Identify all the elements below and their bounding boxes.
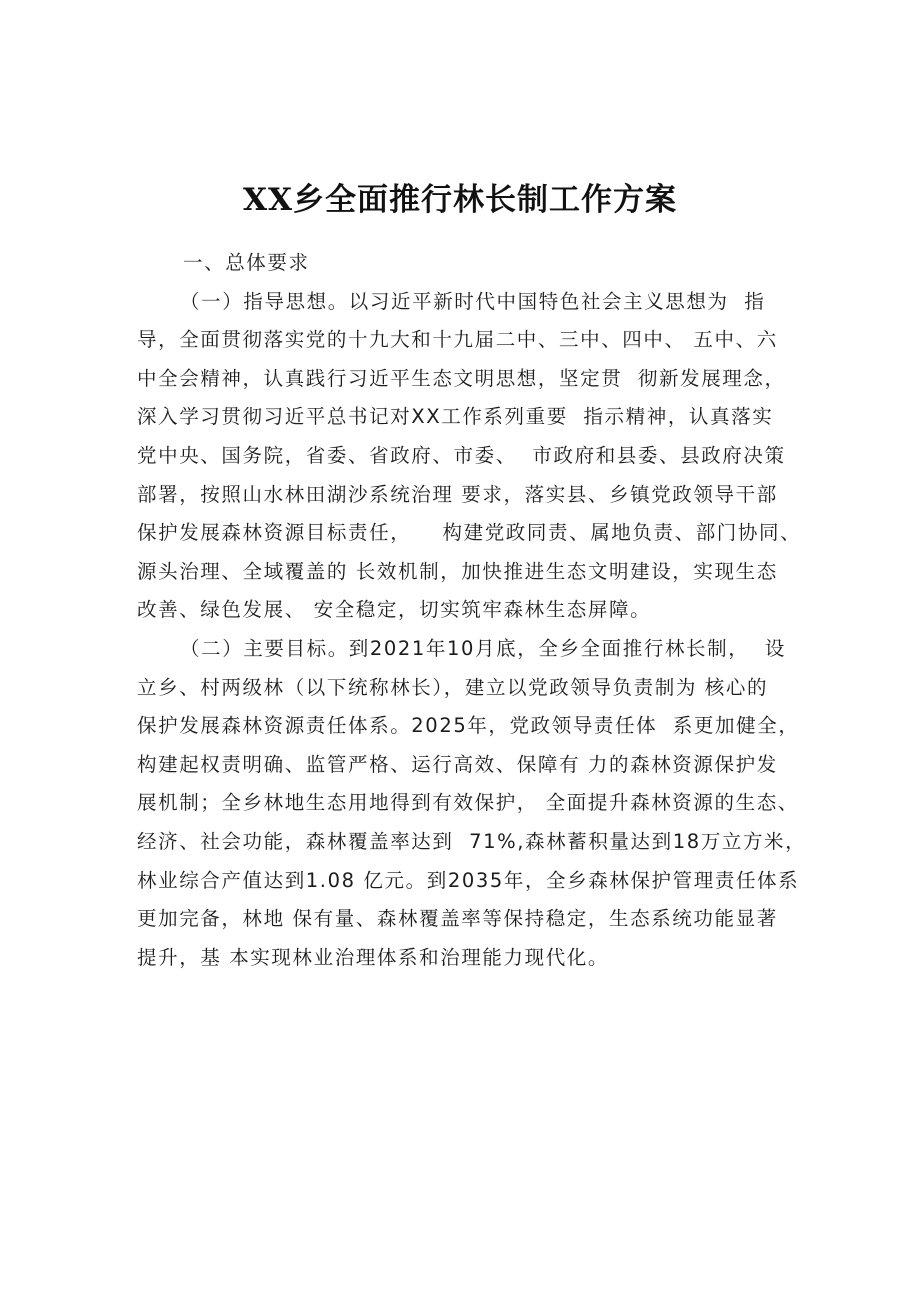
paragraph-line: （一）指导思想。以习近平新时代中国特色社会主义思想为 指 — [180, 289, 766, 313]
paragraph-line: 构建起权责明确、监管严格、运行高效、保障有 力的森林资源保护发 — [137, 752, 778, 776]
paragraph-line: 部署，按照山水林田湖沙系统治理 要求，落实县、乡镇党政领导干部 — [137, 482, 778, 506]
paragraph-line: 保护发展森林资源目标责任， 构建党政同责、属地负责、部门协同、 — [137, 521, 802, 545]
paragraph-line: 经济、社会功能，森林覆盖率达到 71%,森林蓄积量达到18万立方米， — [137, 829, 807, 853]
paragraph-line: 党中央、国务院，省委、省政府、市委、 市政府和县委、县政府决策 — [137, 443, 786, 467]
paragraph-line: 提升，基 本实现林业治理体系和治理能力现代化。 — [137, 945, 609, 969]
paragraph-line: 改善、绿色发展、 安全稳定，切实筑牢森林生态屏障。 — [137, 598, 652, 622]
paragraph-line: 林业综合产值达到1.08 亿元。到2035年，全乡森林保护管理责任体系 — [137, 868, 800, 892]
paragraph-line: （二）主要目标。到2021年10月底，全乡全面推行林长制， 设 — [180, 636, 787, 660]
paragraph-line: 深入学习贯彻习近平总书记对XX工作系列重要 指示精神，认真落实 — [137, 405, 774, 429]
paragraph-line: 导，全面贯彻落实党的十九大和十九届二中、三中、四中、 五中、六 — [137, 328, 778, 352]
document-title: XX乡全面推行林长制工作方案 — [242, 182, 678, 218]
document-body — [137, 244, 807, 977]
paragraph-line: 展机制；全乡林地生态用地得到有效保护， 全面提升森林资源的生态、 — [137, 791, 799, 815]
paragraph-line: 立乡、村两级林（以下统称林长），建立以党政领导负责制为 核心的 — [137, 675, 769, 699]
paragraph-line: 更加完备，林地 保有量、森林覆盖率等保持稳定，生态系统功能显著 — [137, 907, 778, 931]
paragraph-line: 源头治理、全域覆盖的 长效机制，加快推进生态文明建设，实现生态 — [137, 559, 778, 583]
paragraph-line: 中全会精神，认真践行习近平生态文明思想，坚定贯 彻新发展理念， — [137, 366, 786, 390]
section-heading: 一、总体要求 — [183, 251, 310, 274]
paragraph-line: 保护发展森林资源责任体系。2025年，党政领导责任体 系更加健全， — [137, 714, 800, 738]
